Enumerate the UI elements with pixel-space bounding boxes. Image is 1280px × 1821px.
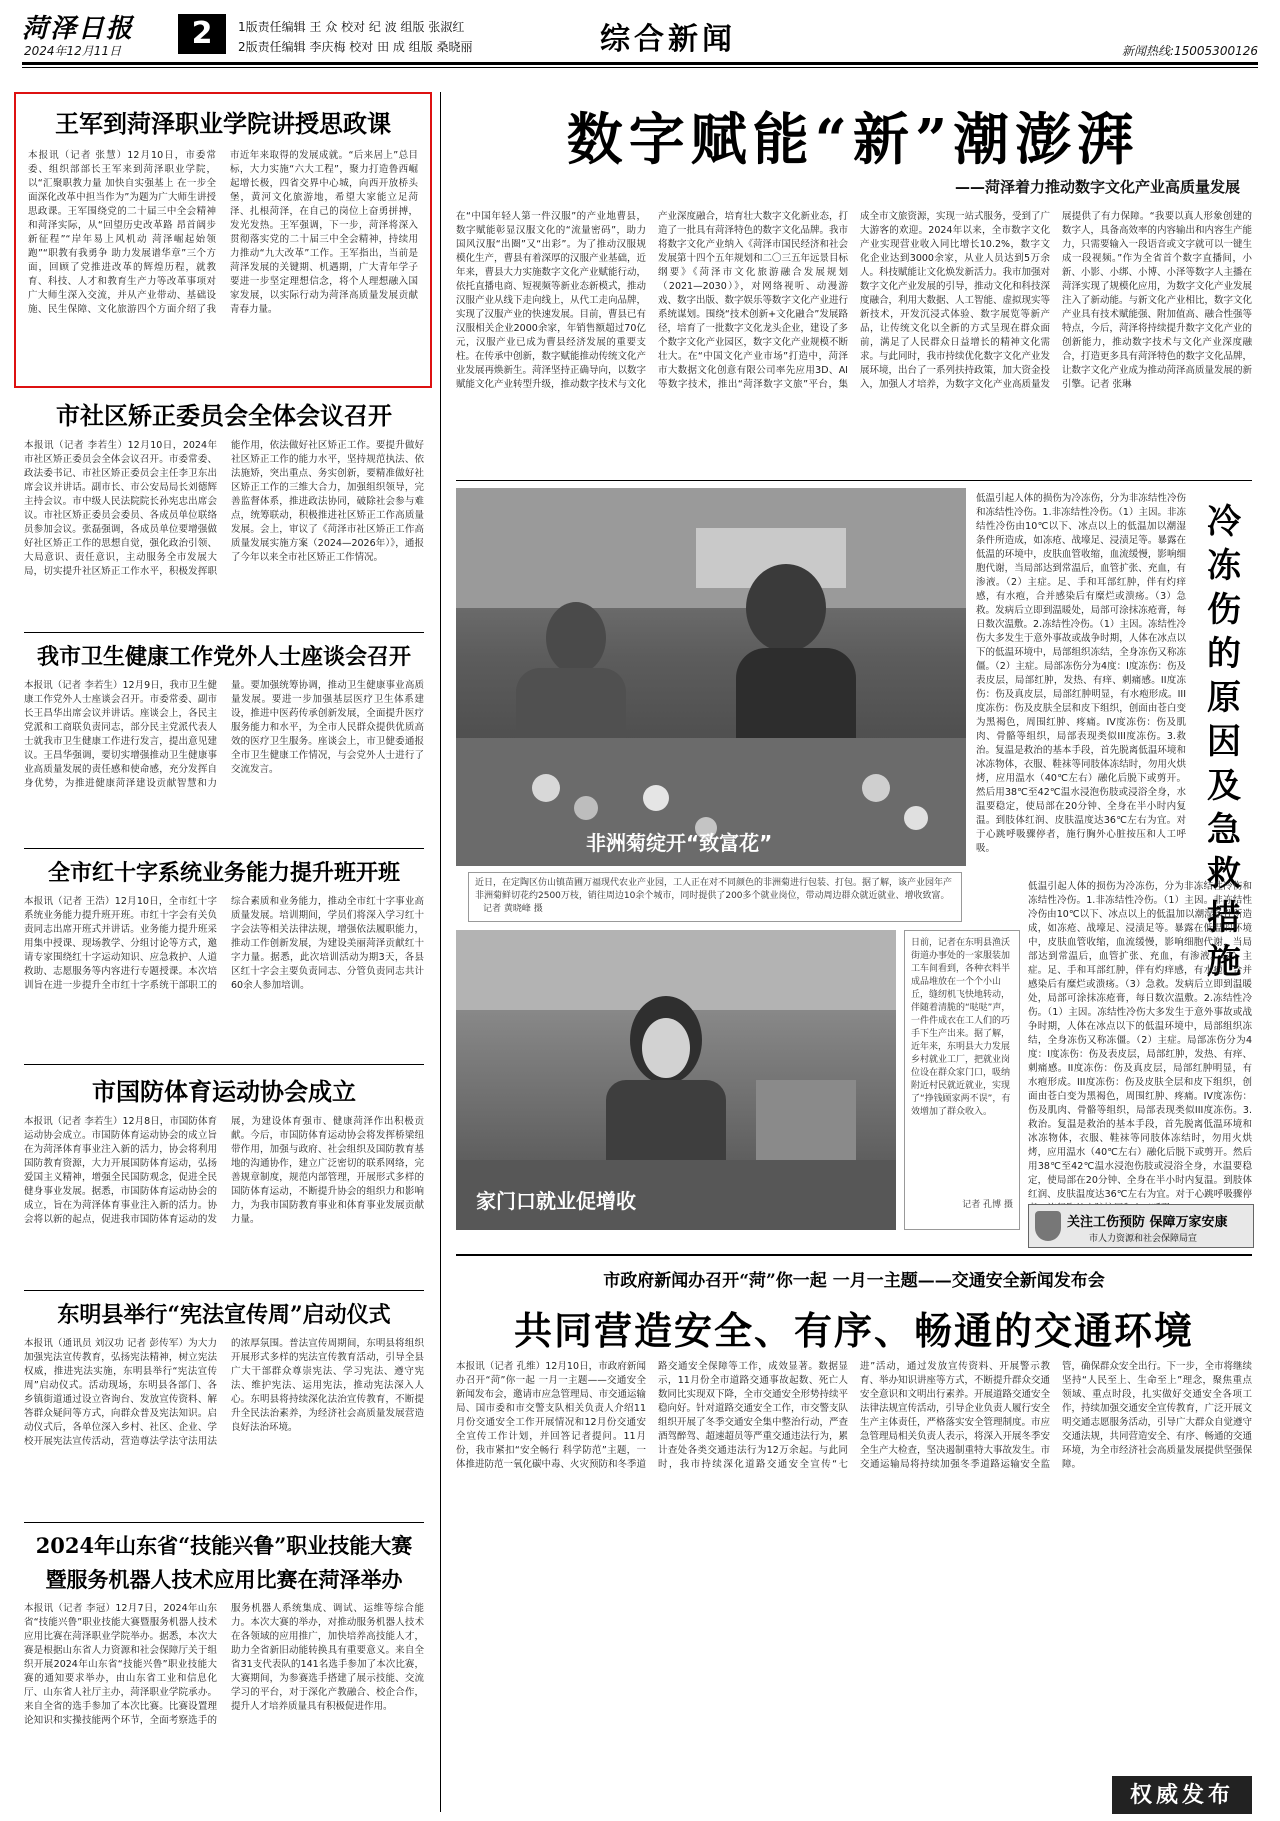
feature-body: 在“中国年轻人第一件汉服”的产业地曹县，数字赋能彰显汉服文化的“流量密码”，助力国风汉服“出圈”又“出彩”。为了推动汉服规模化生产，曹县有着深厚的汉服产业基础，近年来，曹县大力实施数字文化产业赋能行动，依托直播电商、短视频等新业态新模式，推动汉服产业从线下走向线上，从代工走向品牌，实现了汉服产业的快速发展。目前，曹县已有汉服相关企业2000余家，年销售额超过70亿元，汉服产业已成为曹县经济发展的重要支柱。在传承中创新，数字赋能推动传统文化产业发展再焕新生。菏泽坚持正确导向，以数字赋能文化产业转型升级，推动数字技术与文化产业深度融合，培育壮大数字文化新业态，打造了一批具有菏泽特色的数字文化品牌。我市将数字文化产业纳入《菏泽市国民经济和社会发展第十四个五年规划和二〇三五年远景目标纲要》《菏泽市文化旅游融合发展规划（2021—2030）》，对网络视听、动漫游戏、数字出版、数字娱乐等数字文化产业进行系统谋划。围绕“技术创新+文化融合”发展路径，培育了一批数字文化龙头企业，建设了多个数字文化产业园区，数字文化产业规模不断壮大。在“中国文化产业市场”打造中，菏泽市大数据文化创意有限公司率先应用3D、AI等数字技术，推出“菏泽数字文旅”平台，集成全市文旅资源，实现一站式服务，受到了广大游客的欢迎。2024年以来，全市数字文化产业实现营业收入同比增长10.2%，数字文化企业达到3000余家，从业人员达到5万余人。科技赋能让文化焕发新活力。我市加强对数字文化产业发展的引导，推动文化和科技深度融合，利用大数据、人工智能、虚拟现实等新技术，开发沉浸式体验、数字展览等新产品，让传统文化以全新的方式呈现在群众面前，满足了人民群众日益增长的精神文化需求。与此同时，我市持续优化数字文化产业发展环境，出台了一系列扶持政策，加大资金投入，加强人才培养，为数字文化产业高质量发展提供了有力保障。“我要以真人形象创建的数字人，具备高效率的内容输出和内容生产能力，只需要输入一段语音或文字就可以一键生成一段视频。”作为全省首个数字直播间，小新、小影、小绑、小博、小泽等数字人主播在菏泽实现了规模化应用，为数字文化产业发展注入了新动能。与新文化产业相比，数字文化产业具有技术赋能强、附加值高、融合性强等特点，今后，菏泽将持续提升数字文化产业的创新能力，推动数字技术与文化产业深度融合，打造更多具有菏泽特色的数字文化品牌，让数字文化产业成为推动菏泽高质量发展的新引擎。记者 张琳 xyxy=(456,211,1253,390)
frostbite-title-text: 冷冻伤的原因及急救措施 xyxy=(1207,502,1241,982)
page-number-box xyxy=(178,14,226,54)
editors-line-1: 1版责任编辑 王 众 校对 纪 波 组版 张淑红 xyxy=(238,20,465,34)
article-body: 本报讯（记者 李冠）12月7日，2024年山东省“技能兴鲁”职业技能大赛暨服务机器人技术应用比赛在菏泽职业学院举办。据悉，本次大赛是根据山东省人力资源和社会保障厅关于组织开展2024年山东省“技能兴鲁”职业技能大赛的通知要求举办，由山东省工业和信息化厅、山东省人社厅主办，菏泽职业学院承办。来自全省的选手参加了本次比赛。比赛设置理论知识和实操技能两个环节，全面考察选手的服务机器人系统集成、调试、运维等综合能力。本次大赛的举办，对推动服务机器人技术在各领域的应用推广，加快培养高技能人才，助力全省新旧动能转换具有重要意义。来自全省31支代表队的141名选手参加了本次比赛，大赛期间，为参赛选手搭建了展示技能、交流学习的平台，对于深化产教融合、校企合作，提升人才培养质量具有积极促进作用。 xyxy=(24,1603,424,1726)
divider xyxy=(24,1290,424,1291)
photo-caption xyxy=(468,872,962,922)
ad-sub: 市人力资源和社会保障局宣 xyxy=(1089,1234,1198,1244)
article-body: 本报讯（记者 李若生）12月10日，2024年市社区矫正委员会全体会议召开。市委常委、政法委书记、市社区矫正委员会主任李卫东出席会议并讲话。副市长、市公安局局长刘德辉主持会议。市中级人民法院院长孙宪忠出席会议。市社区矫正委员会委员、各成员单位联络员参加会议。张磊强调，各成员单位要增强做好社区矫正工作的思想自觉，强化政治引领、大局意识、责任意识，主动服务全市发展大局，切实提升社区矫正工作水平，积极发挥职能作用，依法做好社区矫正工作。要提升做好社区矫正工作的能力水平，坚持规范执法、依法施矫，突出重点、务实创新，要精准做好社区矫正工作的三维大合力，加强组织领导，完善监督体系，推进政法协同，破除社会参与难点，统筹联动，积极推进社区矫正工作高质量发展。会上，审议了《菏泽市社区矫正工作高质量发展实施方案（2024—2026年）》，通报了今年以来全市社区矫正工作情况。 xyxy=(24,440,424,577)
frostbite-body-lower xyxy=(1028,880,1252,1200)
column-divider xyxy=(440,92,441,1812)
divider xyxy=(24,632,424,633)
masthead-rule-thin xyxy=(22,67,1258,68)
feature-title: 数字赋能“新”潮澎湃 xyxy=(566,107,1140,173)
divider xyxy=(24,1522,424,1523)
article-red-cross xyxy=(24,856,424,1060)
masthead xyxy=(22,8,1258,60)
article-wangjun xyxy=(14,92,432,388)
caption-text: 近日，在定陶区仿山镇苗圃万福现代农业产业园，工人正在对不同颜色的非洲菊进行包装、打包。据了解，该产业园年产非洲菊鲜切花约2500万枝，销往周边10余个城市，同时提供了200多个就业岗位，带动周边群众就近就业、增收致富。 xyxy=(475,878,953,901)
news-hotline: 新闻热线:15005300126 xyxy=(1121,44,1258,58)
article-community-correction xyxy=(24,396,424,628)
photo-illustration xyxy=(456,488,966,866)
article-health-forum xyxy=(24,640,424,842)
photo-label: 家门口就业促增收 xyxy=(476,1189,636,1213)
issue-date: 2024年12月11日 xyxy=(24,44,122,58)
article-body: 本报讯（记者 李若生）12月9日，我市卫生健康工作党外人士座谈会召开。市委常委、副市长王昌华出席会议并讲话。座谈会上，各民主党派和工商联负责同志，部分民主党派代表人士就我市卫生健康工作进行发言，提出意见建议。王昌华强调，要切实增强推动卫生健康事业高质量发展的责任感和使命感，充分发挥自身优势，为推进健康菏泽建设贡献智慧和力量。要加强统筹协调，推动卫生健康事业高质量发展。要进一步加强基层医疗卫生体系建设，推进中医药传承创新发展，全面提升医疗服务能力和水平，为全市人民群众提供优质高效的医疗卫生服务。座谈会上，市卫健委通报全市卫生健康工作情况，与会党外人士进行了交流发言。 xyxy=(24,680,424,789)
ad-text: 关注工伤预防 保障万家安康 xyxy=(1067,1215,1228,1230)
photo-flower-workers xyxy=(456,488,966,866)
traffic-title: 共同营造安全、有序、畅通的交通环境 xyxy=(513,1308,1194,1353)
photo-garment-worker xyxy=(456,930,896,1230)
divider xyxy=(24,848,424,849)
divider xyxy=(456,1254,1252,1256)
masthead-rule xyxy=(22,62,1258,65)
caption-text: 日前，记者在东明县渔沃街道办事处的一家服装加工车间看到，各种衣料半成品堆放在一个个小山丘，缝纫机飞快地转动，伴随着清脆的“哒哒”声，一件件成衣在工人们的巧手下生产出来。据了解，近年来，东明县大力发展乡村就业工厂，把就业岗位设在群众家门口，吸纳附近村民就近就业，实现了“挣钱顾家两不误”，有效增加了群众收入。 xyxy=(911,938,1011,1117)
frostbite-text: 低温引起人体的损伤为冷冻伤，分为非冻结性冷伤和冻结性冷伤。1.非冻结性冷伤。（1）主因。非冻结性冷伤由10℃以下、冰点以上的低温加以潮湿条件所造成，如冻疮、战壕足、浸渍足等。暴露在低温的环境中，皮肤血管收缩，血流缓慢，影响细胞代谢，当局部达到常温后，血管扩张、充血，有渗液。（2）主症。足、手和耳部红肿，伴有灼痒感，有水疱，合并感染后有糜烂或溃疡。（3）急救。发病后立即到温暖处，局部可涂抹冻疮膏，每日数次温敷。2.冻结性冷伤。（1）主因。冻结性冷伤大多发生于意外事故或战争时期，人体在冰点以下的低温环境中，局部组织冻结，全身冻伤又称冻僵。（2）主症。局部冻伤分为4度：I度冻伤：伤及表皮层，局部红肿，发热、有痒、刺痛感。II度冻伤：伤及真皮层，局部红肿明显，有水疱形成。III度冻伤：伤及皮肤全层和皮下组织，创面由苍白变为黑褐色，周围红肿、疼痛。IV度冻伤：伤及肌肉、骨骼等组织，局部表现类似III度冻伤。3.救治。复温是救治的基本手段，首先脱离低温环境和冰冻物体，衣服、鞋袜等同肢体冻结时，勿用火烘烤，应用温水（40℃左右）融化后脱下或剪开。然后用38℃至42℃温水浸泡伤肢或浸浴全身，水温要稳定，使局部在20分钟、全身在半小时内复温。到肢体红润、皮肤温度达36℃左右为宜。对于心跳呼吸骤停 xyxy=(1028,881,1252,1200)
work-injury-ad xyxy=(1028,1204,1254,1248)
frostbite-text: 低温引起人体的损伤为冷冻伤，分为非冻结性冷伤和冻结性冷伤。1.非冻结性冷伤。（1）主因。非冻结性冷伤由10℃以下、冰点以上的低温加以潮湿条件所造成，如冻疮、战壕足、浸渍足等。暴露在低温的环境中，皮肤血管收缩，血流缓慢，影响细胞代谢，当局部达到常温后，血管扩张、充血，有渗液。（2）主症。足、手和耳部红肿，伴有灼痒感，有水疱，合并感染后有糜烂或溃疡。（3）急救。发病后立即到温暖处，局部可涂抹冻疮膏，每日数次温敷。2.冻结性冷伤。（1）主因。冻结性冷伤大多发生于意外事故或战争时期，人体在冰点以下的低温环境中，局部组织冻结，全身冻伤又称冻僵。（2）主症。局部冻伤分为4度：I度冻伤：伤及表皮层，局部红肿，发热、有痒、刺痛感。II度冻伤：伤及真皮层，局部红肿明显，有水疱形成。III度冻伤：伤及皮肤全层和皮下组织，创面由苍白变为黑褐色，周围红肿、疼痛。IV度冻伤：伤及肌肉、骨骼等组织，局部表现类似III度冻伤。3.救治。复温是救治的基本手段，首先脱离低温环境和冰冻物体，衣服、鞋袜等同肢体冻结时，勿用火烘烤，应用温水（40℃左右）融化后脱下或剪开。然后用38℃至42℃温水浸泡伤肢或浸浴全身，水温要稳定，使局部在20分钟、全身在半小时内复温。到肢体红润、皮肤温度达36℃左右为宜。对于心跳呼吸骤停者，施行胸外心脏按压和人工呼吸。 xyxy=(976,493,1186,854)
article-title: 我市卫生健康工作党外人士座谈会召开 xyxy=(36,644,411,670)
shield-icon xyxy=(1035,1211,1061,1241)
article-title: 市社区矫正委员会全体会议召开 xyxy=(56,401,392,430)
feature-subtitle: ——菏泽着力推动数字文化产业高质量发展 xyxy=(954,178,1240,196)
article-skills-contest xyxy=(24,1530,424,1814)
divider xyxy=(456,480,1252,481)
editors-line-2: 2版责任编辑 李庆梅 校对 田 成 组版 桑晓丽 xyxy=(238,40,473,54)
frostbite-body-upper xyxy=(976,492,1186,872)
page-number: 2 xyxy=(191,16,213,51)
article-constitution-week xyxy=(24,1298,424,1518)
article-body: 本报讯（记者 张慧）12月10日，市委常委、组织部部长王军来到菏泽职业学院，以“汇聚职教力量 加快自实强基上 在一步全面深化改革中担当作为”为题为广大师生讲授思政课。王军围绕党的二十届三中全会精神和菏泽实际，从“回望历史改革路 昂首阔步新征程”“岸年易上风机动 菏泽崛起始领跑”“职教有我勇争 助力发展谱华章”三个方面，回顾了党推进改革的辉煌历程，就教育、科技、人才和教育生产力等改革事项对广大师生深入交流，并从产业带动、基础设施、民生保障、文化旅游四个方面介绍了我市近年来取得的发展成就。“后来居上”总目标，大力实施“六大工程”，聚力打造鲁西崛起增长极，四省交界中心城，向西开放桥头堡，黄河文化旅游地，希望大家能立足菏泽、扎根菏泽，在自己的岗位上奋勇拼搏，发光发热。王军强调，下一步，菏泽将深入贯彻落实党的二十届三中全会精神，持续用力推动“九大改革”工作。王军指出，当前是菏泽发展的关键期、机遇期，广大青年学子要进一步坚定理想信念，将个人理想融入国家发展，以实际行动为菏泽高质量发展贡献青春力量。 xyxy=(28,150,418,315)
article-title: 市国防体育运动协会成立 xyxy=(92,1077,356,1106)
newspaper-logo: 菏泽日报 xyxy=(22,14,135,44)
article-title: 王军到菏泽职业学院讲授思政课 xyxy=(55,109,391,138)
photo-credit: 记者 黄晓峰 摄 xyxy=(483,904,543,914)
article-title: 全市红十字系统业务能力提升班开班 xyxy=(47,860,400,886)
divider xyxy=(24,1064,424,1065)
photo-label: 非洲菊绽开“致富花” xyxy=(586,831,773,855)
article-body: 本报讯（记者 王浩）12月10日，全市红十字系统业务能力提升班开班。市红十字会有关负责同志出席开班式并讲话。业务能力提升班采用集中授课、现场教学、分组讨论等方式，邀请专家围绕红十字运动知识、应急救护、人道救助、志愿服务等内容进行专题授课。本次培训旨在进一步提升全市红十字系统干部职工的综合素质和业务能力，推动全市红十字事业高质量发展。培训期间，学员们将深入学习红十字会法等相关法律法规，增强依法履职能力，推动工作创新发展，为建设美丽菏泽贡献红十字力量。据悉，此次培训活动为期3天，各县区红十字会主要负责同志、分管负责同志共计60余人参加培训。 xyxy=(24,896,424,991)
traffic-body: 本报讯（记者 孔维）12月10日，市政府新闻办召开“菏”你一起 一月一主题——交通安全新闻发布会，邀请市应急管理局、市交通运输局、国市委和市交警支队相关负责人介绍11月份交通安全工作开展情况和12月份交通安全宣传工作计划，并回答记者提问。11月份，我市紧扣“安全畅行 科学防范”主题，一体推进防范一氧化碳中毒、火灾预防和冬季道路交通安全保障等工作，成效显著。数据显示，11月份全市道路交通事故起数、死亡人数同比实现双下降，全市交通安全形势持续平稳向好。针对道路交通安全工作，市交警支队组织开展了冬季交通安全集中整治行动，严查酒驾醉驾、超速超员等严重交通违法行为，累计查处各类交通违法行为12万余起。与此同时，我市持续深化道路交通安全宣传“七进”活动，通过发放宣传资料、开展警示教育、举办知识讲座等方式，不断提升群众交通安全意识和文明出行素养。开展道路交通安全法律法规宣传活动，引导企业负责人履行安全生产主体责任，严格落实安全管理制度。市应急管理局相关负责人表示，将深入开展冬季安全生产大检查，坚决遏制重特大事故发生。市交通运输局将持续加强冬季道路运输安全监管，确保群众安全出行。下一步，全市将继续坚持“人民至上、生命至上”理念，聚焦重点领域、重点时段，扎实做好交通安全各项工作，持续加强交通安全宣传教育，广泛开展文明交通志愿服务活动，引导广大群众自觉遵守交通法规，共同营造安全、有序、畅通的交通环境，为全市经济社会高质量发展提供坚强保障。 xyxy=(456,1361,1253,1470)
article-title-line-2: 暨服务机器人技术应用比赛在菏泽举办 xyxy=(45,1567,403,1592)
photo-credit: 记者 孔博 摄 xyxy=(962,1200,1013,1210)
article-title-line-1: 2024年山东省“技能兴鲁”职业技能大赛 xyxy=(35,1533,413,1558)
article-body: 本报讯（通讯员 刘汉功 记者 彭传军）为大力加强宪法宣传教育，弘扬宪法精神，树立宪法权威，推进宪法实施，东明县举行“宪法宣传周”启动仪式。活动现场，东明县各部门、各乡镇街道通过设立咨询台、发放宣传资料、解答群众疑问等方式，向群众普及宪法知识。启动仪式后，各单位深入乡村、社区、企业、学校开展宪法宣传活动，营造尊法学法守法用法的浓厚氛围。普法宣传周期间，东明县将组织开展形式多样的宪法宣传教育活动，引导全县广大干部群众尊崇宪法、学习宪法、遵守宪法、维护宪法、运用宪法，推动宪法深入人心。东明县将持续深化法治宣传教育，不断提升全民法治素养，为经济社会高质量发展营造良好法治环境。 xyxy=(24,1338,424,1447)
authority-release-badge: 权威发布 xyxy=(1112,1776,1252,1814)
article-defense-sports xyxy=(24,1072,424,1286)
photo-caption xyxy=(904,930,1020,1230)
section-title: 综合新闻 xyxy=(600,22,736,57)
traffic-kicker: 市政府新闻办召开“菏”你一起 一月一主题——交通安全新闻发布会 xyxy=(603,1271,1105,1291)
article-title: 东明县举行“宪法宣传周”启动仪式 xyxy=(57,1302,391,1328)
article-body: 本报讯（记者 李若生）12月8日，市国防体育运动协会成立。市国防体育运动协会的成立旨在为菏泽体育事业注入新的活力，协会将利用国防教育资源，大力开展国防体育运动，弘扬爱国主义精神，增强全民国防观念，促进全民健身事业发展。据悉，市国防体育运动协会的成立，旨在为菏泽体育事业注入新的活力。协会将以新的起点，促进我市国防体育运动的发展，为建设体育强市、健康菏泽作出积极贡献。今后，市国防体育运动协会将发挥桥梁纽带作用，加强与政府、社会组织及国防教育基地的沟通协作，建立广泛密切的联系网络，完善规章制度，规范内部管理，开展形式多样的国防体育运动，不断提升协会的组织力和影响力，为我市国防教育事业和体育事业发展贡献力量。 xyxy=(24,1116,424,1225)
